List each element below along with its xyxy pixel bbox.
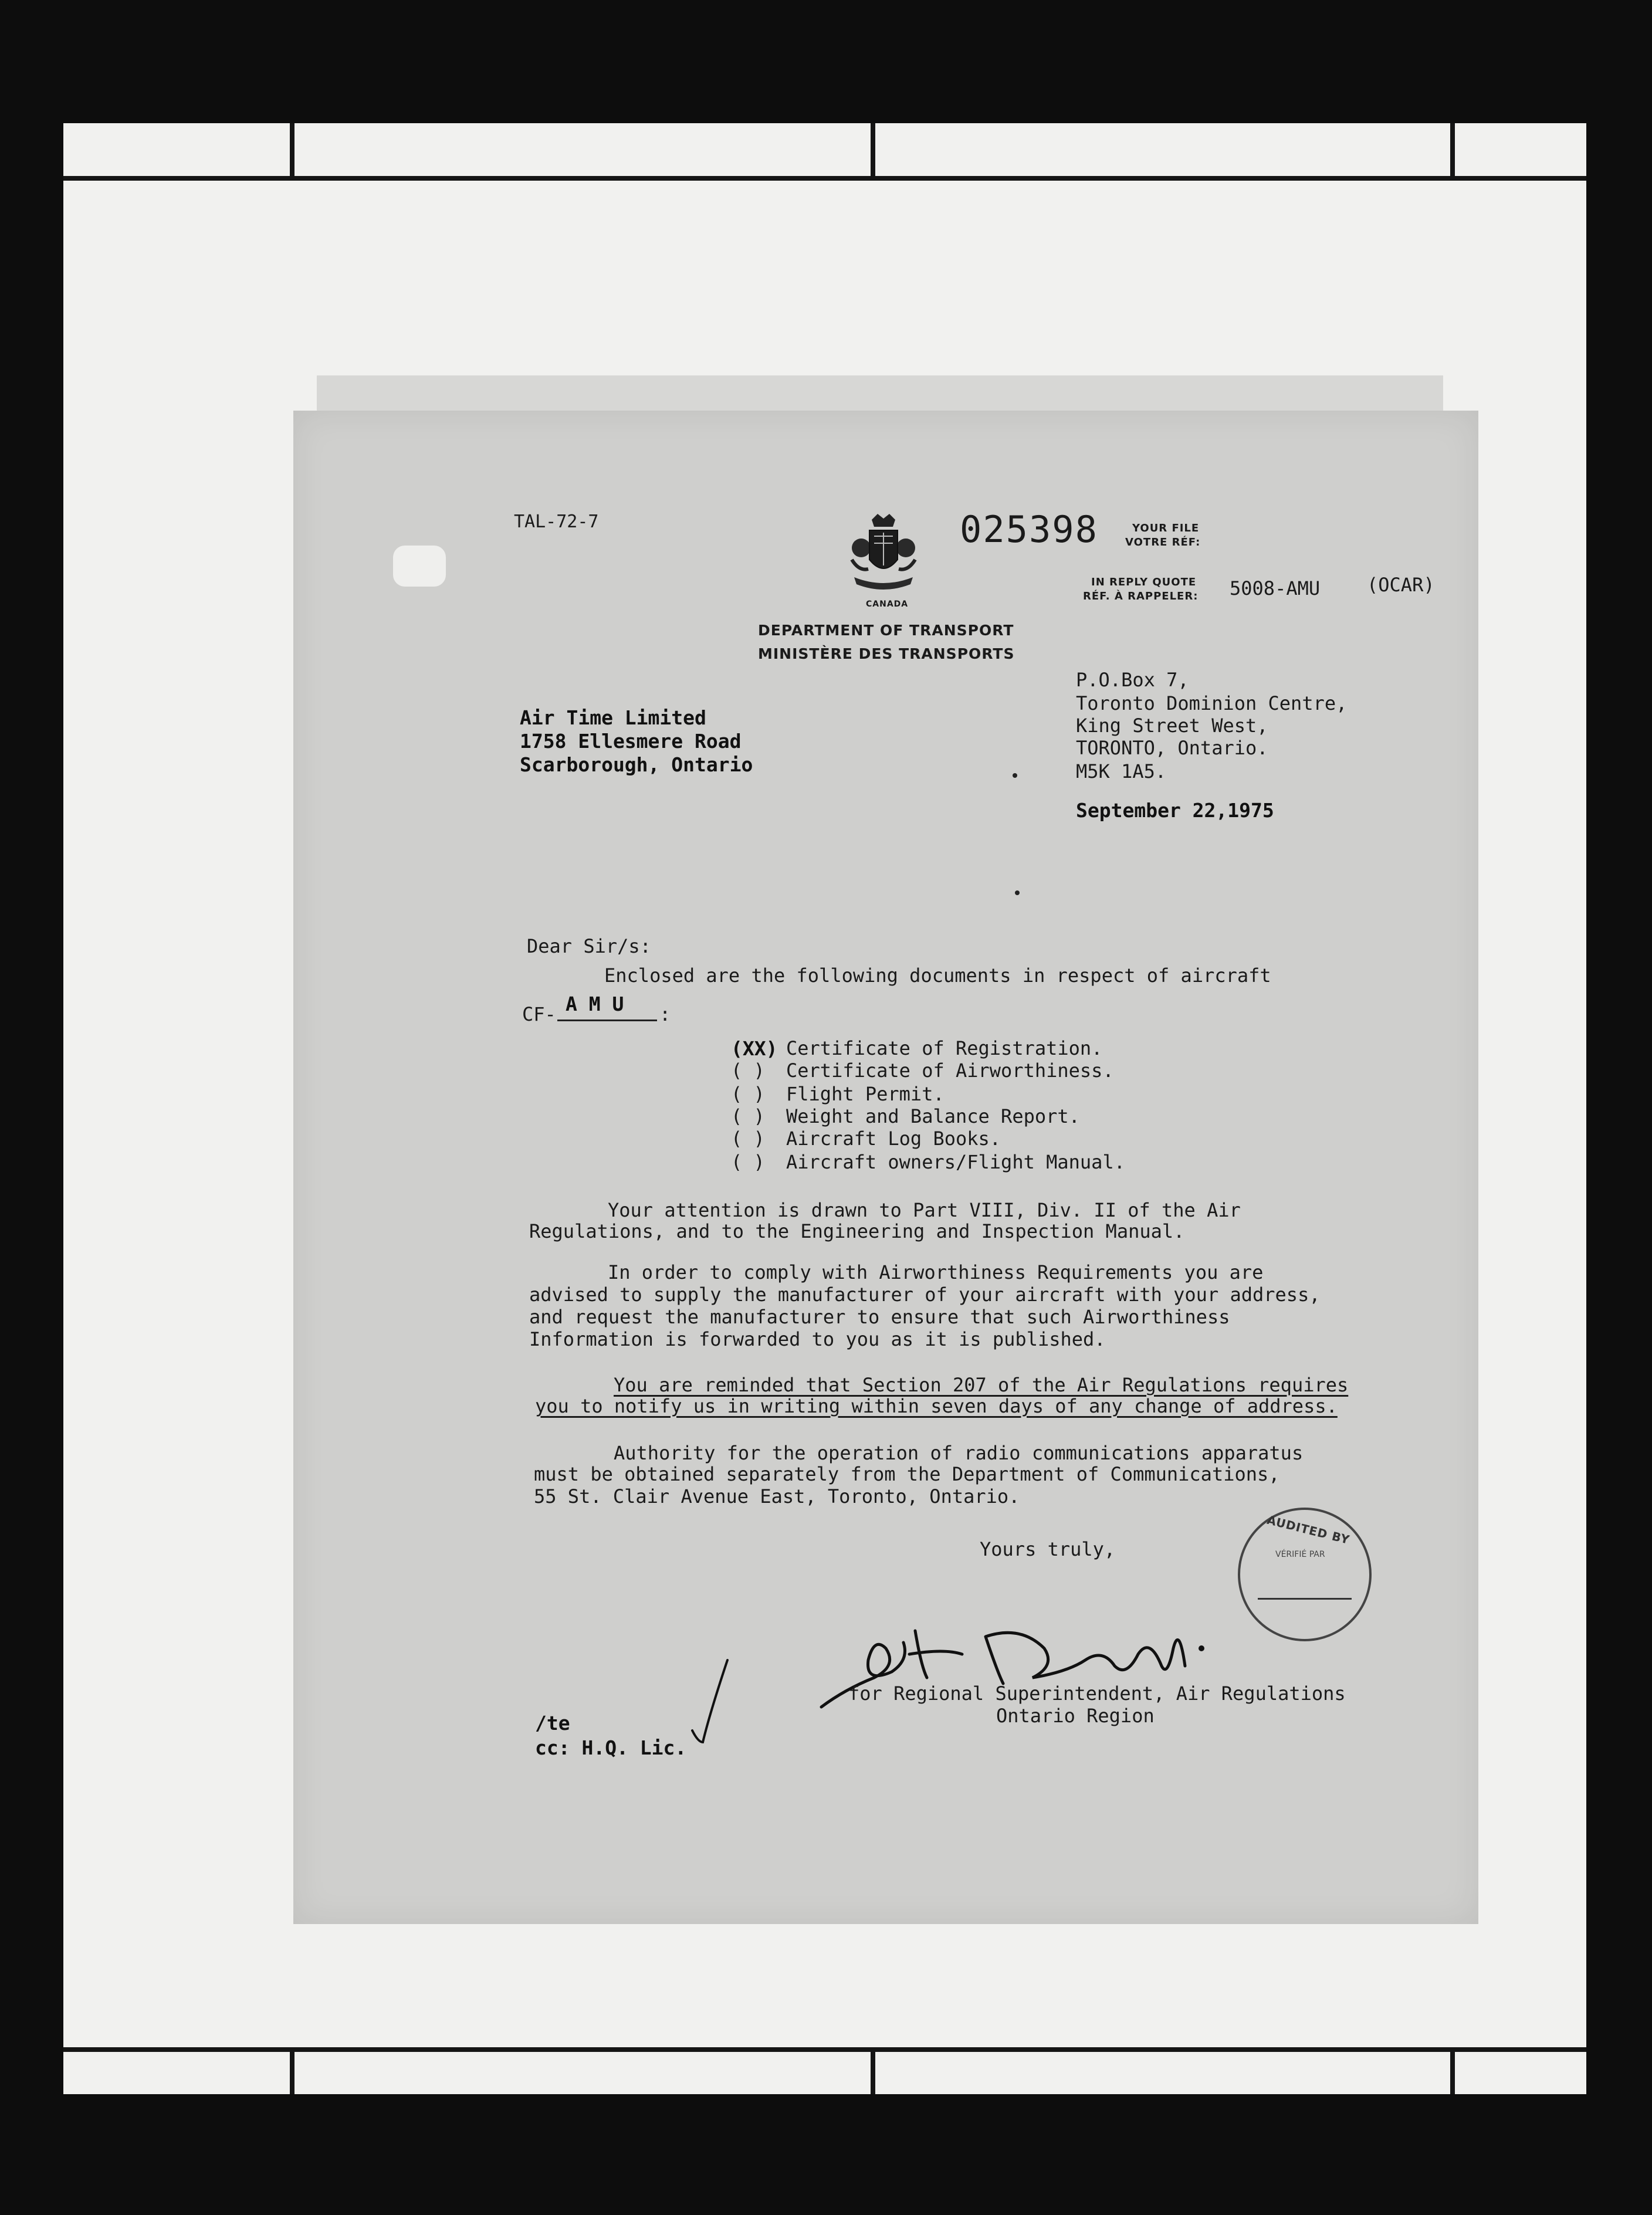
salutation: Dear Sir/s: [527, 935, 651, 957]
highlighted-reminder-line: You are reminded that Section 207 of the Air Regulations requires [614, 1374, 1349, 1396]
recipient-line: Scarborough, Ontario [520, 753, 753, 776]
paragraph-line: In order to comply with Airworthiness Requirements you are [608, 1261, 1264, 1283]
serial-number: 025398 [960, 508, 1098, 551]
signature-region: Ontario Region [996, 1705, 1155, 1727]
department-name-en: DEPARTMENT OF TRANSPORT [758, 622, 1014, 639]
office-code: (OCAR) [1367, 574, 1435, 596]
sender-address-line: King Street West, [1076, 714, 1268, 737]
canada-crest-icon [848, 513, 919, 595]
checkbox-mark: ( ) [731, 1083, 765, 1105]
frame-divider [290, 123, 294, 181]
reply-quote-label-fr: RÉF. À RAPPELER: [1083, 590, 1199, 602]
your-file-label-en: YOUR FILE [1132, 522, 1200, 534]
your-file-label-fr: VOTRE RÉF: [1125, 536, 1201, 548]
reply-quote-value: 5008-AMU [1230, 577, 1321, 600]
document-label: Aircraft Log Books. [786, 1127, 1001, 1150]
file-code: TAL-72-7 [514, 512, 599, 532]
check-mark [686, 1654, 733, 1748]
paragraph-line: Your attention is drawn to Part VIII, Div. II of the Air [608, 1199, 1241, 1221]
paper-clip-mark [393, 546, 446, 587]
crest-caption: CANADA [866, 600, 909, 609]
sender-address-line: P.O.Box 7, [1076, 669, 1189, 691]
checkbox-mark: ( ) [731, 1127, 765, 1150]
document-label: Weight and Balance Report. [786, 1105, 1080, 1127]
signature-title: for Regional Superintendent, Air Regulations [848, 1682, 1346, 1705]
stray-mark [1015, 890, 1020, 895]
stamp-signature-line [1258, 1598, 1352, 1600]
paragraph-line: and request the manufacturer to ensure that such Airworthiness [529, 1306, 1230, 1328]
letter-date: September 22,1975 [1076, 799, 1274, 822]
paragraph-line: Authority for the operation of radio communications apparatus [614, 1442, 1304, 1464]
document-label: Aircraft owners/Flight Manual. [786, 1151, 1125, 1173]
stamp-subheading: VÉRIFIÉ PAR [1275, 1550, 1325, 1559]
department-name-fr: MINISTÈRE DES TRANSPORTS [758, 645, 1015, 662]
checkbox-mark: ( ) [731, 1105, 765, 1127]
highlighted-reminder-line: you to notify us in writing within seven days of any change of address. [535, 1395, 1338, 1417]
stray-mark [1013, 773, 1017, 778]
frame-divider [871, 2047, 875, 2094]
sender-address-line: M5K 1A5. [1076, 760, 1167, 783]
recipient-line: Air Time Limited [520, 706, 706, 729]
aircraft-colon: : [659, 1003, 671, 1025]
aircraft-registration: A M U [566, 993, 624, 1015]
paragraph-line: advised to supply the manufacturer of your aircraft with your address, [529, 1283, 1321, 1306]
sender-address-line: TORONTO, Ontario. [1076, 737, 1268, 759]
frame-divider [871, 123, 875, 181]
recipient-line: 1758 Ellesmere Road [520, 730, 742, 753]
document-label: Flight Permit. [786, 1083, 945, 1105]
paragraph-line: Regulations, and to the Engineering and Inspection Manual. [529, 1220, 1185, 1242]
intro-sentence: Enclosed are the following documents in respect of aircraft [604, 964, 1271, 987]
checkbox-mark: ( ) [731, 1151, 765, 1173]
frame-divider [1450, 123, 1455, 181]
checkbox-mark: (XX) [731, 1037, 778, 1060]
aircraft-prefix: CF- [522, 1003, 556, 1025]
document-label: Certificate of Registration. [786, 1037, 1103, 1059]
typist-initials: /te [535, 1712, 570, 1735]
registration-underline [557, 1020, 657, 1021]
paragraph-line: Information is forwarded to you as it is published. [529, 1328, 1106, 1350]
frame-divider [290, 2047, 294, 2094]
document-label: Certificate of Airworthiness. [786, 1059, 1114, 1082]
paragraph-line: must be obtained separately from the Department of Communications, [534, 1463, 1280, 1485]
stamp-heading: AUDITED BY [1265, 1512, 1352, 1547]
reply-quote-label-en: IN REPLY QUOTE [1091, 576, 1197, 588]
frame-divider [1450, 2047, 1455, 2094]
closing: Yours truly, [980, 1538, 1116, 1560]
audited-stamp [1238, 1508, 1372, 1641]
paragraph-line: 55 St. Clair Avenue East, Toronto, Ontario. [534, 1485, 1020, 1508]
checkbox-mark: ( ) [731, 1059, 765, 1082]
carbon-copy: cc: H.Q. Lic. [535, 1736, 687, 1759]
sender-address-line: Toronto Dominion Centre, [1076, 692, 1348, 714]
